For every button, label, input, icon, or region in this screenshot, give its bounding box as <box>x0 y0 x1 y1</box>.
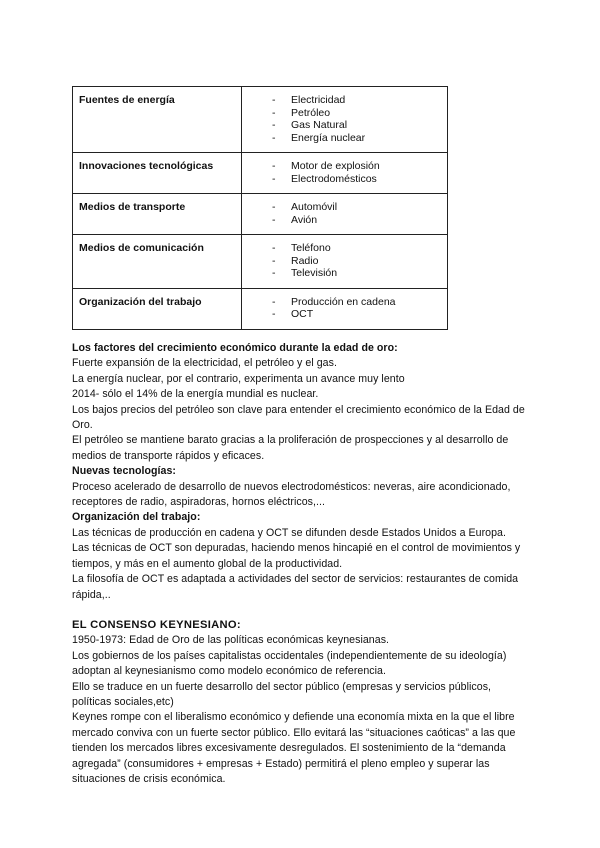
table-items-cell <box>242 288 448 329</box>
paragraph: Keynes rompe con el liberalismo económico y defiende una economía mixta en la que el libre mercado conviva con un fuerte sector público. Ello evitará las “situaciones caóticas” a las que tienden los mercados libres excesivamente desregulados. El sostenimiento de la “demanda agregada” (consumidores + empresas + Estado) permitirá el pleno empleo y superar las situaciones de crisis económica. <box>72 711 516 785</box>
section-heading-growth-factors: Los factores del crecimiento económico durante la edad de oro: <box>72 342 398 354</box>
table-items-cell <box>242 235 448 289</box>
paragraph: El petróleo se mantiene barato gracias a la proliferación de prospecciones y al desarrollo de medios de transporte rápidos y eficaces. <box>72 434 509 462</box>
list-item: - Radio <box>272 255 442 268</box>
list-item: - Automóvil <box>272 201 442 214</box>
paragraph: Las técnicas de producción en cadena y OCT se difunden desde Estados Unidos a Europa. <box>72 526 506 539</box>
item-list <box>272 242 442 280</box>
subheading-new-technologies: Nuevas tecnologías: <box>72 465 176 478</box>
table-row <box>73 153 448 194</box>
paragraph: La filosofía de OCT es adaptada a actividades del sector de servicios: restaurantes de comida rápida,.. <box>72 573 519 601</box>
list-item: - Teléfono <box>272 242 442 255</box>
growth-factors-table <box>72 86 448 330</box>
item-list <box>272 296 442 321</box>
list-item: - Televisión <box>272 267 442 280</box>
list-item: - Petróleo <box>272 107 442 120</box>
table-row <box>73 288 448 329</box>
table-category: Innovaciones tecnológicas <box>73 153 242 194</box>
paragraph: La energía nuclear, por el contrario, experimenta un avance muy lento <box>72 372 405 385</box>
list-item: - Gas Natural <box>272 119 442 132</box>
paragraph: 2014- sólo el 14% de la energía mundial es nuclear. <box>72 388 319 401</box>
table-row <box>73 87 448 153</box>
paragraph: 1950-1973: Edad de Oro de las políticas económicas keynesianas. <box>72 634 390 647</box>
list-item: - Motor de explosión <box>272 160 442 173</box>
item-list <box>272 201 442 226</box>
paragraph: Fuerte expansión de la electricidad, el petróleo y el gas. <box>72 357 337 370</box>
section-heading-keynesian-consensus: EL CONSENSO KEYNESIANO: <box>72 618 241 631</box>
paragraph: Los gobiernos de los países capitalistas occidentales (independientemente de su ideología) adoptan al keynesianismo como modelo económico de referencia. <box>72 649 507 678</box>
table-category: Medios de transporte <box>73 194 242 235</box>
table-category: Medios de comunicación <box>73 235 242 289</box>
paragraph: Ello se traduce en un fuerte desarrollo del sector público (empresas y servicios públicos, políticas sociales,etc) <box>72 680 492 708</box>
list-item: - Electricidad <box>272 94 442 107</box>
subheading-work-organization: Organización del trabajo: <box>72 511 201 524</box>
table-items-cell <box>242 153 448 194</box>
item-list <box>272 94 442 144</box>
paragraph: Las técnicas de OCT son depuradas, haciendo menos hincapié en el control de movimientos y tiempos, y más en el aumento global de la productividad. <box>72 542 521 570</box>
list-item: - OCT <box>272 308 442 321</box>
table-items-cell <box>242 87 448 153</box>
paragraph: Proceso acelerado de desarrollo de nuevos electrodomésticos: neveras, aire acondicionado, receptores de radio, aspiradoras, hornos eléctricos,... <box>72 480 511 509</box>
table-category: Organización del trabajo <box>73 288 242 329</box>
table-row <box>73 235 448 289</box>
list-item: - Producción en cadena <box>272 296 442 309</box>
item-list <box>272 160 442 185</box>
list-item: - Avión <box>272 214 442 227</box>
paragraph: Los bajos precios del petróleo son clave para entender el crecimiento económico de la Edad de Oro. <box>72 403 525 432</box>
table-row <box>73 194 448 235</box>
list-item: - Electrodomésticos <box>272 173 442 186</box>
table-category: Fuentes de energía <box>73 87 242 153</box>
table-items-cell <box>242 194 448 235</box>
list-item: - Energía nuclear <box>272 132 442 145</box>
body-text <box>72 341 532 787</box>
